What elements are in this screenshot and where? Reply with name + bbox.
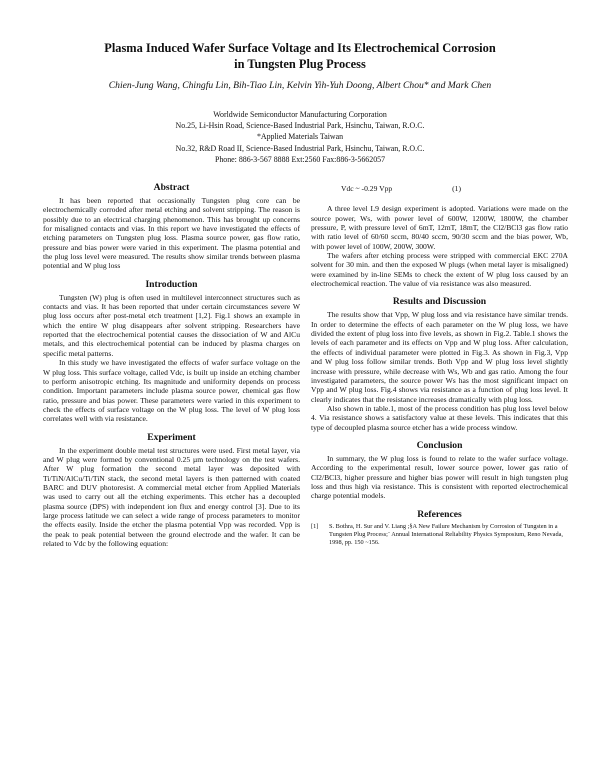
conclusion-heading: Conclusion bbox=[416, 439, 463, 451]
results-heading: Results and Discussion bbox=[392, 296, 487, 308]
affiliation-line: Worldwide Semiconductor Manufacturing Corporation bbox=[213, 110, 387, 119]
stripping-paragraph: The wafers after etching process were stripped with commercial EKC 270A solvent for 30 min. and then the exposed W plugs (when metal layer is misaligned) were examined by in-line SEMs to check the extent of W plug loss caused by an electrochemical reaction. The value of via resistance was also measured. bbox=[311, 251, 568, 289]
author-list: Chien-Jung Wang, Chingfu Lin, Bih-Tiao Lin, Kelvin Yih-Yuh Doong, Albert Chou* and Mark Chen bbox=[108, 80, 492, 91]
affiliation-line: No.25, Li-Hsin Road, Science-Based Industrial Park, Hsinchu, Taiwan, R.O.C. bbox=[175, 121, 425, 131]
experiment-paragraph-1: In the experiment double metal test structures were used. First metal layer, via and W plug were formed by conventional 0.25 µm technology on the test wafers. After W plug formation the second metal layer was deposited with Ti/TiN/AlCu/Ti/TiN stack, the second metal layers is then patterned with coated BARC and DUV photoresist. A commercial metal etcher from Applied Materials was used to carry out all the etching experiments. This etcher has a decoupled plasma source (DPS) with independent ion flux and energy control [3]. Due to its large process latitude we can select a wide range of process parameters to monitor the effects easily. Inside the etcher the plasma potential Vpp was recorded. Vpp is the peak to peak potential between the ground electrode and the wafer. It can be related to Vdc by the following equation: bbox=[43, 445, 300, 548]
reference-number: [1] bbox=[311, 522, 319, 530]
results-paragraph-2: Also shown in table.1, most of the process condition has plug loss level below 4. Via resistance shows a satisfactory value at these levels. This indicates that this type of decoupled plasma source etcher has a wide process window. bbox=[311, 403, 568, 432]
equation-text: Vdc ~ -0.29 Vpp bbox=[341, 184, 393, 193]
abstract-text: It has been reported that occasionally Tungsten plug core can be electrochemically corroded after metal etching and solvent stripping. The reason is possibly due to an electrical charging phenomenon. This has brought up concerns for misaligned contacts and vias. In this report we have investigated the effects of etching parameters on Tungsten plug loss. Plasma source power, gas flow ratio, pressure and bias power were varied in this experiment. The plasma potential and the plug loss level were measured. The results show similar trends between plasma potential and W plug loss bbox=[43, 196, 300, 271]
introduction-paragraph-1: Tungsten (W) plug is often used in multilevel interconnect structures such as contacts and vias. It has been reported that under certain circumstances severe W plug loss occurs after post-metal etch treatment [1,2]. Fig.1 shows an example in which the entire W plug disappears after solvent stripping. Researchers have reported that the electrochemical potential causes the dissociation of W and AlCu metals, and this electrochemical potential can be induced by plasma charges on specific metal patterns. bbox=[43, 292, 300, 358]
affiliation-block bbox=[60, 109, 540, 165]
affiliation-line: No.32, R&D Road II, Science-Based Industrial Park, Hsinchu, Taiwan, R.O.C. bbox=[175, 143, 425, 153]
introduction-paragraph-2: In this study we have investigated the effects of wafer surface voltage on the W plug loss. This surface voltage, called Vdc, is built up inside an etching chamber to perform anisotropic etching. Its magnitude and uniformity depends on process condition. Important parameters include plasma source power, chemical gas flow ratio, pressure and bias power. These parameters were varied in this experiment to check the effects of surface voltage on the W plug loss. The level of W plug loss correlates well with via resistance. bbox=[43, 358, 300, 424]
results-paragraph-1: The results show that Vpp, W plug loss and via resistance have similar trends. In order to determine the effects of each parameter on the W plug loss, we have divided the extent of plug loss into five levels, as shown in Fig.2. Table.1 shows the levels of each parameter and its effects on Vpp and W plug loss. After calculation, the effects of individual parameter were plotted in Fig.3. As shown in Fig.3, Vpp and W plug loss follow similar trends. Both Vpp and W plug loss level slightly increase with pressure, while decrease with Ws, Wb and gas ratio. Among the four investigated parameters, the source power Ws has the most significant impact on Vpp and W plug loss. Fig.4 shows via resistance as a function of plug loss level. It clearly indicates that the resistance increases dramatically with plug loss. bbox=[311, 310, 568, 404]
introduction-heading: Introduction bbox=[145, 278, 198, 290]
left-column bbox=[43, 182, 300, 548]
affiliation-line: *Applied Materials Taiwan bbox=[256, 132, 344, 142]
reference-text: S. Bothra, H. Sur and V. Liang ;§A New Failure Mechanism by Corrosion of Tungsten in a Tungsten Plug Process;¨ Annual International Reliability Physics Symposium, Reno Nevada, 1998, pp. 150 ~156. bbox=[329, 522, 563, 547]
references-heading: References bbox=[417, 508, 462, 520]
reference-item bbox=[311, 523, 568, 548]
equation-1 bbox=[341, 184, 461, 193]
abstract-heading: Abstract bbox=[153, 182, 190, 193]
right-column bbox=[311, 184, 568, 547]
experiment-heading: Experiment bbox=[147, 431, 196, 443]
contact-line: Phone: 886-3-567 8888 Ext:2560 Fax:886-3-5662057 bbox=[214, 154, 386, 164]
design-paragraph: A three level L9 design experiment is adopted. Variations were made on the source power, Ws, with power level of 600W, 1200W, 1800W, the chamber pressure, P, with pressure level of 6mT, 12mT, 18mT, the Cl2/BCl3 gas flow ratio with ratio level of 60/60 sccm, 80/40 sccm, 90/30 sccm and the bias power, Wb, with power level of 100W, 200W, 300W. bbox=[311, 204, 568, 251]
title-line-1: Plasma Induced Wafer Surface Voltage and Its Electrochemical Corrosion bbox=[104, 41, 496, 55]
equation-number: (1) bbox=[452, 184, 461, 193]
paper-title bbox=[40, 40, 560, 72]
title-line-2: in Tungsten Plug Process bbox=[234, 57, 366, 71]
conclusion-text: In summary, the W plug loss is found to relate to the wafer surface voltage. According to the experimental result, lower source power, lower gas ratio of Cl2/BCl3, higher pressure and higher bias power will result in high tungsten plug loss and thus high via resistance. This is consistent with reported electrochemical charge potential models. bbox=[311, 453, 568, 501]
